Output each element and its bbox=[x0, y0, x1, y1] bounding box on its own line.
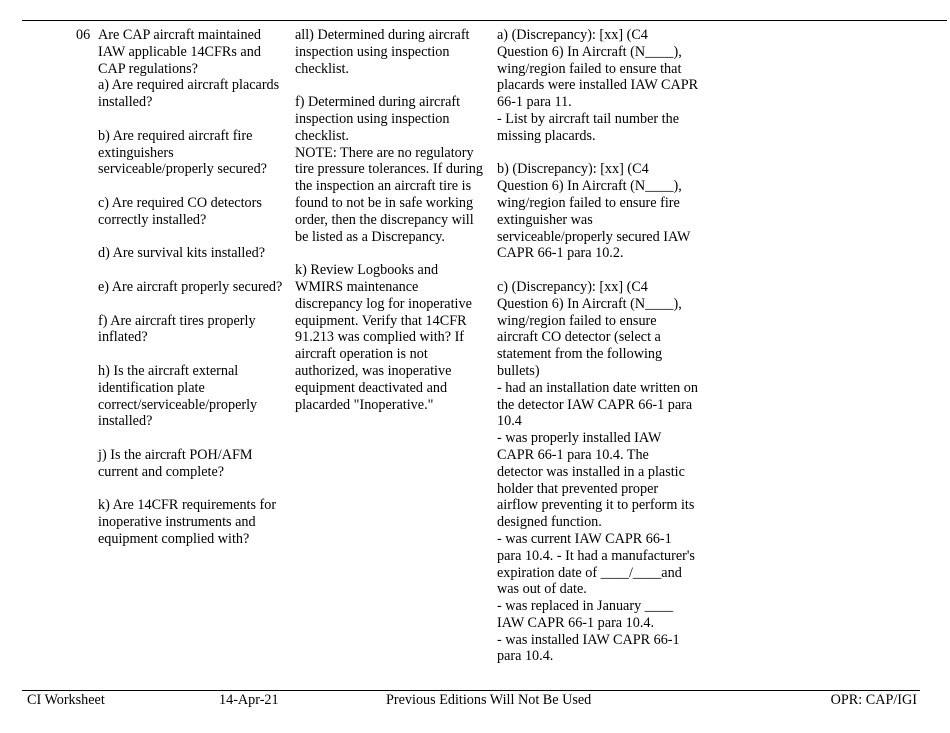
top-rule bbox=[22, 20, 947, 21]
guidance-column bbox=[295, 27, 493, 413]
question-c: c) Are required CO detectors correctly installed? bbox=[98, 194, 262, 228]
footer-rule bbox=[22, 690, 920, 691]
footer-opr: OPR: CAP/IGI bbox=[830, 692, 917, 708]
footer-notice: Previous Editions Will Not Be Used bbox=[386, 692, 592, 708]
guidance-k: k) Review Logbooks and WMIRS maintenance discrepancy log for inoperative equipment. Verify that 14CFR 91.213 was complied with? If aircraft operation is not authorized, was inoperative equipment deactivated and placarded "Inoperative." bbox=[295, 262, 472, 413]
question-column bbox=[98, 27, 292, 548]
discrepancy-column bbox=[497, 27, 712, 665]
question-b: b) Are required aircraft fire extinguishers serviceable/properly secured? bbox=[98, 127, 267, 178]
footer-date: 14-Apr-21 bbox=[219, 692, 279, 708]
question-j: j) Is the aircraft POH/AFM current and complete? bbox=[98, 446, 253, 480]
question-e: e) Are aircraft properly secured? bbox=[98, 278, 283, 295]
discrepancy-a: a) (Discrepancy): [xx] (C4 Question 6) In Aircraft (N____), wing/region failed to ensure that placards were installed IAW CAPR 66-1 para 11. - List by aircraft tail number the missing placards. bbox=[497, 27, 699, 144]
footer-form-name: CI Worksheet bbox=[27, 692, 105, 708]
guidance-all: all) Determined during aircraft inspection using inspection checklist. bbox=[295, 27, 470, 77]
guidance-f: f) Determined during aircraft inspection using inspection checklist. NOTE: There are no regulatory tire pressure tolerances. If during the inspection an aircraft tire is found to not be in safe working order, then the discrepancy will be listed as a Discrepancy. bbox=[295, 94, 483, 245]
question-d: d) Are survival kits installed? bbox=[98, 245, 266, 262]
question-k: k) Are 14CFR requirements for inoperative instruments and equipment complied with? bbox=[98, 497, 277, 547]
discrepancy-c: c) (Discrepancy): [xx] (C4 Question 6) In Aircraft (N____), wing/region failed to ensure aircraft CO detector (select a statement from the following bullets) - had an installation date written on the detector IAW CAPR 66-1 para 10.4 - was properly installed IAW CAPR 66-1 para 10.4. The detector was installed in a plastic holder that prevented proper airflow preventing it to perform its designed function. - was current IAW CAPR 66-1 para 10.4. - It had a manufacturer's expiration date of ____/____and was out of date. - was replaced in January ____ IAW CAPR 66-1 para 10.4. - was installed IAW CAPR 66-1 para 10.4. bbox=[497, 278, 698, 665]
question-main: Are CAP aircraft maintained IAW applicable 14CFRs and CAP regulations? a) Are required aircraft placards installed? bbox=[98, 27, 280, 111]
item-number: 06 bbox=[76, 27, 91, 43]
discrepancy-b: b) (Discrepancy): [xx] (C4 Question 6) In Aircraft (N____), wing/region failed to ensure fire extinguisher was serviceable/properly secured IAW CAPR 66-1 para 10.2. bbox=[497, 161, 691, 262]
question-f: f) Are aircraft tires properly inflated? bbox=[98, 312, 256, 346]
question-h: h) Is the aircraft external identification plate correct/serviceable/properly installed? bbox=[98, 362, 258, 430]
